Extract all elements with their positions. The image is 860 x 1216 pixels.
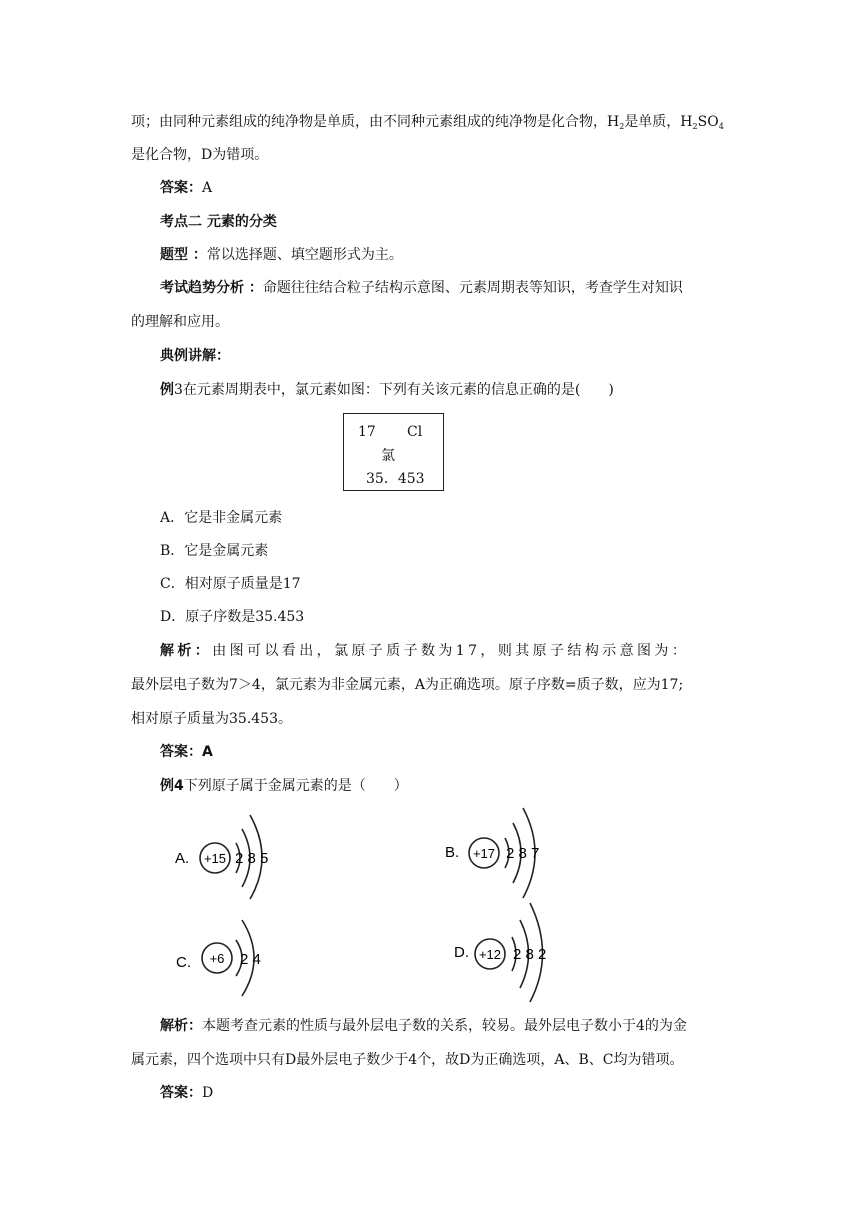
section-title: 考点二 元素的分类: [160, 214, 277, 230]
atomic-number: 17: [358, 424, 376, 440]
subscript: 2: [619, 122, 625, 131]
electron-counts: 2 4: [240, 951, 261, 968]
answer-label: 答案：: [160, 744, 202, 760]
answer-line: [160, 1083, 213, 1103]
text-line: [131, 112, 724, 137]
nucleus-charge: +6: [209, 951, 225, 966]
analysis-4-line1: [160, 1016, 687, 1036]
atomic-mass: 35．453: [366, 471, 425, 487]
electron-counts: 2 8 5: [235, 850, 269, 867]
answer-line: [160, 178, 212, 198]
text-fragment: 项；由同种元素组成的纯净物是单质，由不同种元素组成的纯净物是化合物，H: [131, 114, 620, 130]
text-fragment: SO: [697, 114, 719, 130]
option-label: A.: [175, 850, 190, 867]
type-text: 常以选择题、填空题形式为主。: [206, 247, 403, 263]
option-label: B.: [445, 844, 460, 861]
nucleus-charge: +17: [472, 846, 496, 861]
option-c: C．相对原子质量是17: [160, 576, 301, 592]
answer-value: A: [202, 180, 213, 196]
subscript: 2: [692, 122, 698, 131]
trend-text: 命题往往结合粒子结构示意图、元素周期表等知识，考查学生对知识: [262, 280, 683, 296]
atom-diagram-c: [170, 910, 280, 1002]
electron-counts: 2 8 2: [513, 946, 547, 963]
atom-diagram-b: [443, 805, 563, 900]
answer-line: [160, 742, 213, 762]
trend-line: [160, 278, 683, 298]
element-name: 氯: [381, 448, 395, 464]
element-box: [343, 413, 444, 491]
nucleus-charge: +15: [203, 851, 227, 866]
atom-diagram-d: [452, 900, 572, 1005]
electron-counts: 2 8 7: [506, 845, 540, 862]
example-number: 3: [174, 382, 183, 398]
examples-title: 典例讲解：: [160, 348, 230, 364]
type-label: 题型 ：: [160, 247, 207, 263]
option-a: A．它是非金属元素: [160, 510, 283, 526]
example-3-question: [160, 380, 614, 400]
example-label: 例4: [160, 778, 184, 794]
option-label: C.: [176, 954, 191, 971]
element-symbol: Cl: [407, 424, 423, 440]
subscript: 4: [718, 122, 724, 131]
answer-value: A: [202, 744, 213, 760]
example-4-question: [160, 776, 408, 796]
trend-label: 考试趋势分析 ：: [160, 280, 263, 296]
option-b: B．它是金属元素: [160, 543, 269, 559]
analysis-label: 解析：: [160, 643, 213, 659]
answer-label: 答案：: [160, 1085, 202, 1101]
text-line: 是化合物，D为错项。: [131, 147, 269, 163]
analysis-text: 本题考查元素的性质与最外层电子数的关系，较易。最外层电子数小于4的为金: [202, 1018, 687, 1034]
answer-value: D: [202, 1085, 214, 1101]
analysis-label: 解析：: [160, 1018, 202, 1034]
example-text: 在元素周期表中，氯元素如图：下列有关该元素的信息正确的是( ): [182, 382, 614, 398]
text-fragment: 是单质，H: [624, 114, 693, 130]
analysis-4-line2: 属元素，四个选项中只有D最外层电子数少于4个，故D为正确选项，A、B、C均为错项。: [131, 1052, 684, 1068]
example-text: 下列原子属于金属元素的是（ ）: [183, 778, 408, 794]
option-d: D．原子序数是35.453: [160, 609, 305, 625]
type-line: [160, 245, 403, 265]
nucleus-charge: +12: [478, 947, 502, 962]
atom-diagram-a: [170, 805, 290, 900]
analysis-3-line3: 相对原子质量为35.453。: [131, 711, 292, 727]
analysis-3-line2: 最外层电子数为7＞4，氯元素为非金属元素，A为正确选项。原子序数=质子数，应为17;: [131, 677, 684, 693]
answer-label: 答案：: [160, 180, 202, 196]
analysis-3-line1: [160, 641, 689, 661]
text-line: 的理解和应用。: [131, 314, 229, 330]
option-label: D.: [454, 944, 469, 961]
analysis-text: 由图可以看出，氯原子质子数为17，则其原子结构示意图为：: [212, 643, 690, 659]
example-label: 例: [160, 382, 174, 398]
